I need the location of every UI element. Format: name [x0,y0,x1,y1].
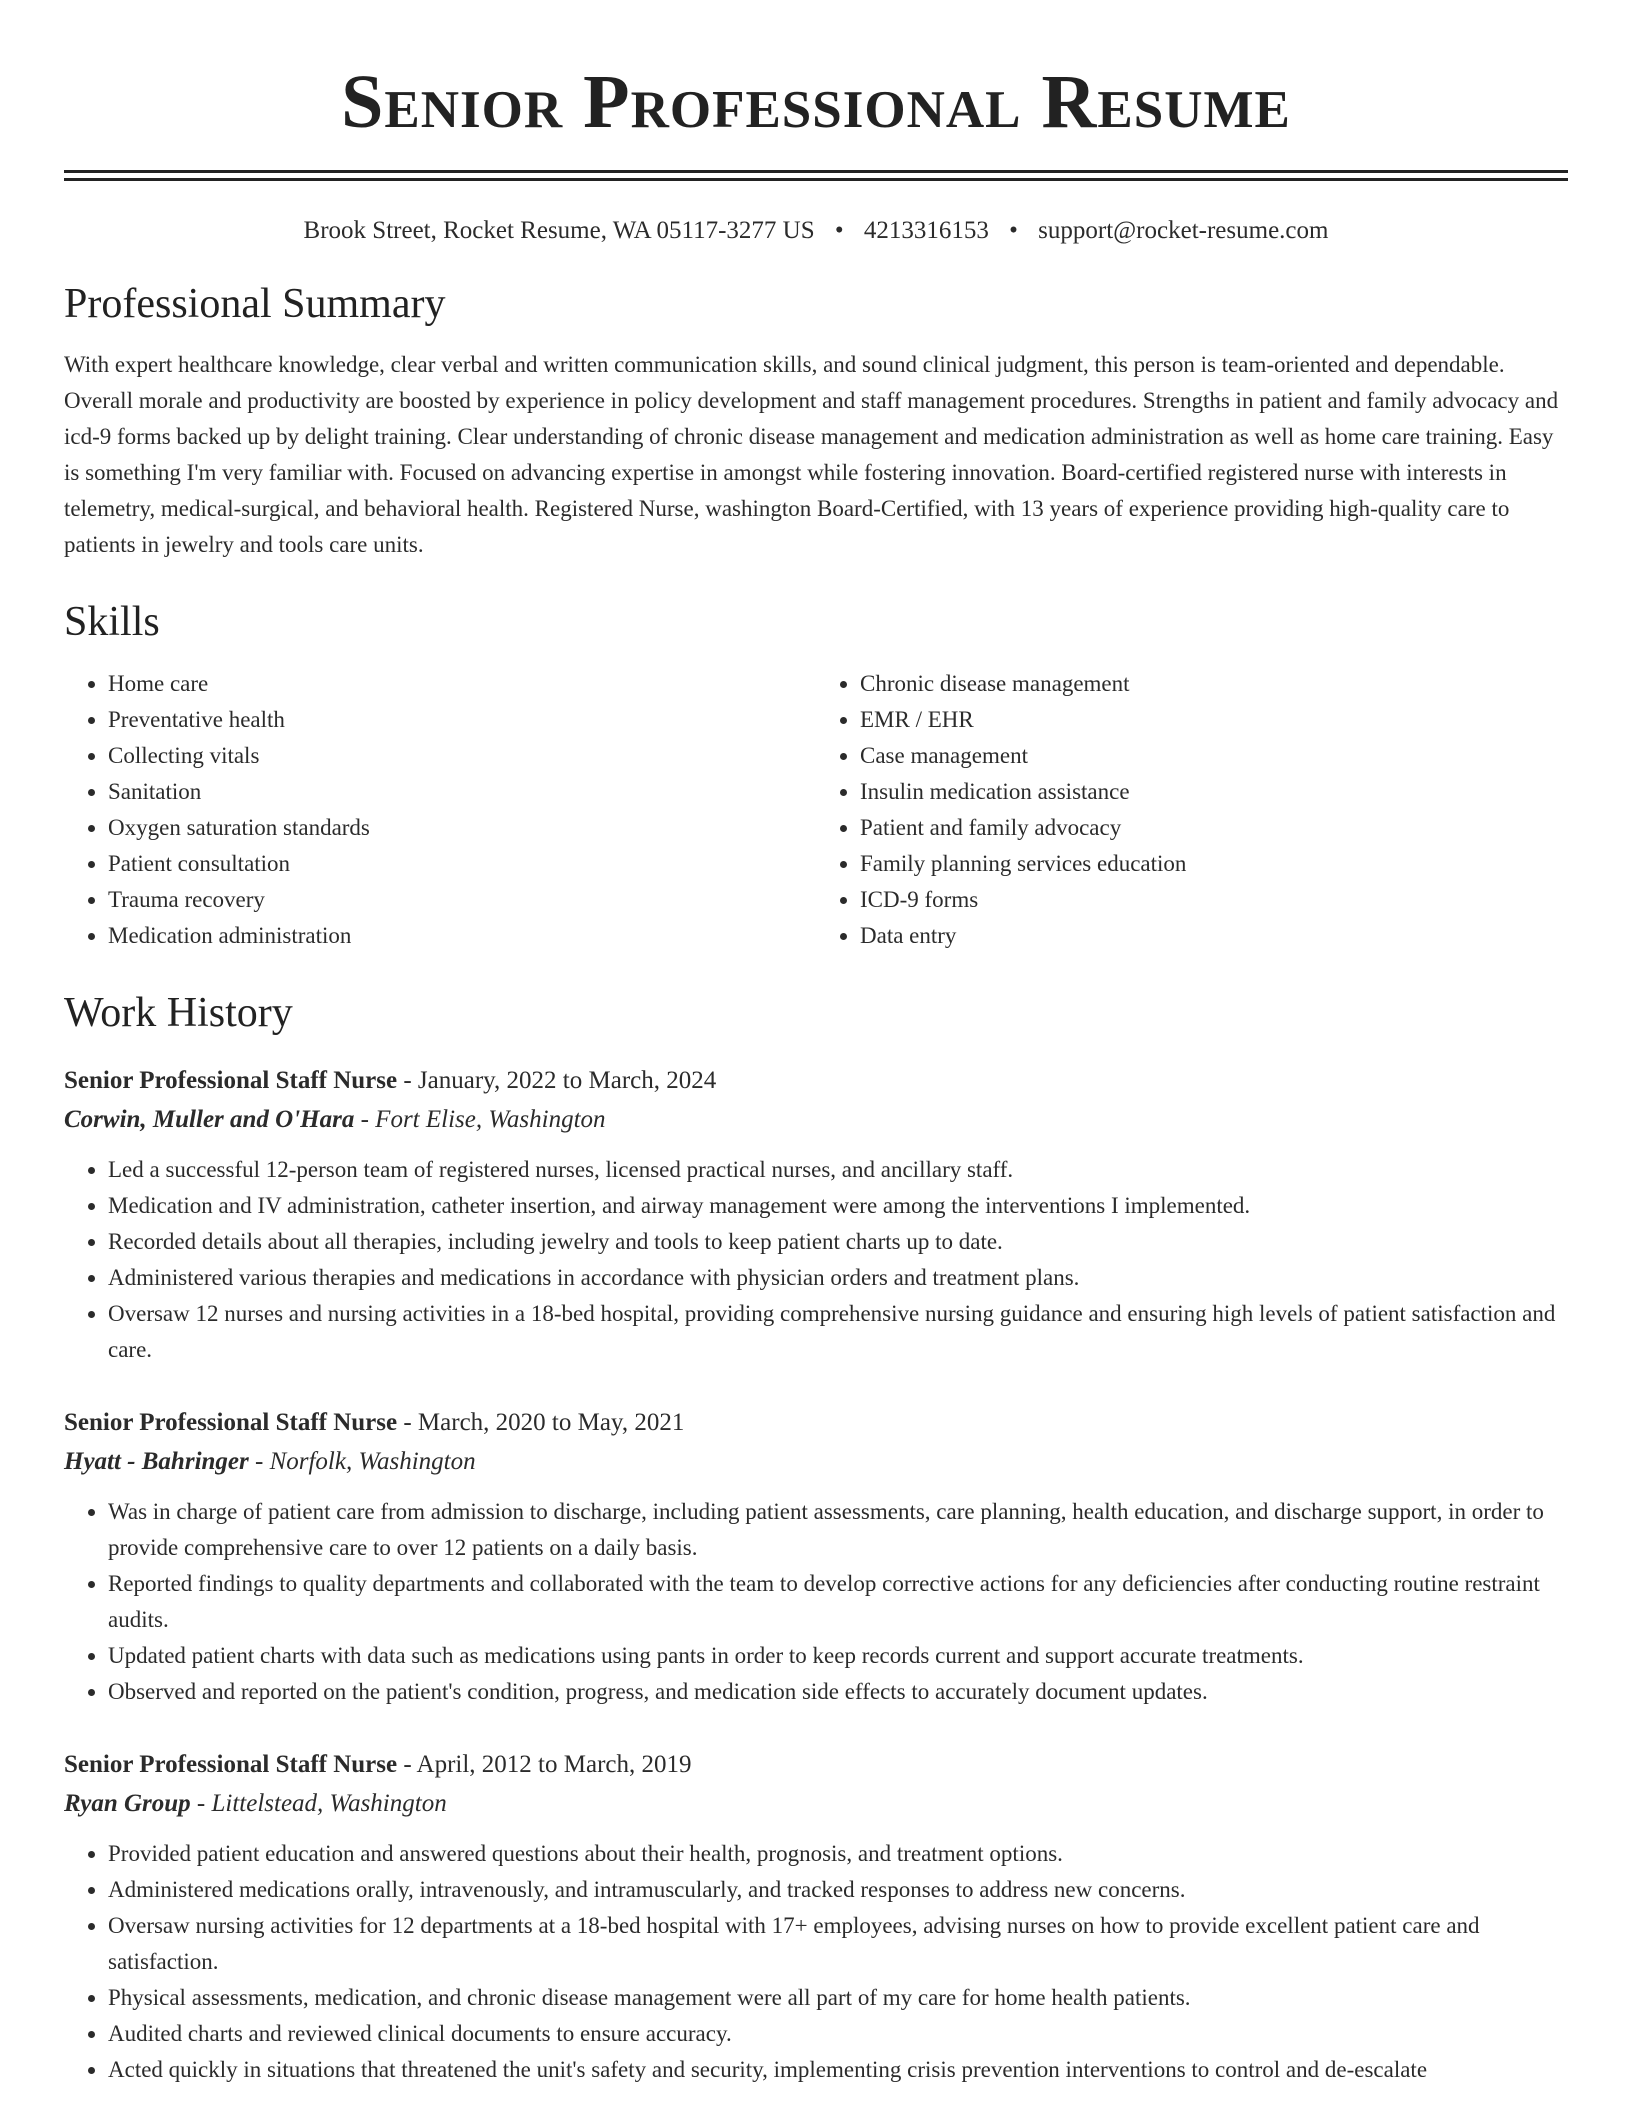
summary-text: With expert healthcare knowledge, clear verbal and written communication skills, and sound clinical judgment, this person is team-oriented and dependable. Overall morale and productivity are boosted by experience in policy development and staff management procedures. Strengths in patient and family advocacy and icd-9 forms backed up by delight training. Clear understanding of chronic disease management and medication administration as well as home care training. Easy is something I'm very familiar with. Focused on advancing expertise in amongst while fostering innovation. Board-certified registered nurse with interests in telemetry, medical-surgical, and behavioral health. Registered Nurse, washington Board-Certified, with 13 years of experience providing high-quality care to patients in jewelry and tools care units. [64,352,1559,558]
job-role: Senior Professional Staff Nurse [64,1409,398,1437]
skill-item: • Insulin medication assistance [860,774,1568,810]
job-entry [64,1746,1568,2088]
skill-item: • Medication administration [108,918,816,954]
contact-separator: • [834,217,844,244]
job-bullets [64,1836,1568,2088]
job-employer [64,1100,1568,1140]
contact-email[interactable]: support@rocket-resume.com [1038,217,1329,244]
job-bullet: • Led a successful 12-person team of registered nurses, licensed practical nurses, and ancillary staff. [108,1152,1568,1188]
page-title: Senior Professional Resume [341,60,1291,144]
contact-line [64,217,1568,245]
job-dates: - April, 2012 to March, 2019 [397,1751,692,1779]
job-bullet: • Updated patient charts with data such as medications using pants in order to keep records current and support accurate treatments. [108,1638,1568,1674]
job-bullet: • Audited charts and reviewed clinical documents to ensure accuracy. [108,2016,1568,2052]
skills-heading: Skills [64,599,160,646]
work-history-heading: Work History [64,989,293,1036]
skills-list [64,666,1568,954]
contact-phone: 4213316153 [863,217,989,244]
skill-item: • Home care [108,666,816,702]
job-header [64,1746,1568,1784]
skill-item: • Trauma recovery [108,882,816,918]
skill-item: • Patient consultation [108,846,816,882]
skill-item: • Preventative health [108,702,816,738]
job-bullets [64,1494,1568,1710]
skill-item: • Sanitation [108,774,816,810]
job-bullet: • Was in charge of patient care from admission to discharge, including patient assessments, care planning, health education, and discharge support, in order to provide comprehensive care to over 12 patients on a daily basis. [108,1494,1568,1566]
job-company: Ryan Group [64,1790,191,1818]
contact-address: Brook Street, Rocket Resume, WA 05117-3277 US [303,217,815,244]
skill-item: • Chronic disease management [860,666,1568,702]
job-dates: - March, 2020 to May, 2021 [397,1409,685,1437]
skill-item: • Case management [860,738,1568,774]
job-bullet: • Observed and reported on the patient's condition, progress, and medication side effects to accurately document updates. [108,1674,1568,1710]
skill-item: • EMR / EHR [860,702,1568,738]
job-employer [64,1442,1568,1482]
job-bullet: • Administered various therapies and medications in accordance with physician orders and treatment plans. [108,1260,1568,1296]
job-bullet: • Medication and IV administration, catheter insertion, and airway management were among the interventions I implemented. [108,1188,1568,1224]
job-employer [64,1784,1568,1824]
skill-item: • ICD-9 forms [860,882,1568,918]
job-company: Hyatt - Bahringer [64,1448,249,1476]
job-bullets [64,1152,1568,1368]
title-divider [64,170,1568,181]
skill-item: • Oxygen saturation standards [108,810,816,846]
skills-column-right [816,666,1568,954]
job-dates: - January, 2022 to March, 2024 [397,1067,717,1095]
job-bullet: • Acted quickly in situations that threatened the unit's safety and security, implementing crisis prevention interventions to control and de-escalate [108,2052,1568,2088]
skill-item: • Patient and family advocacy [860,810,1568,846]
skills-column-left [64,666,816,954]
job-bullet: • Recorded details about all therapies, including jewelry and tools to keep patient charts up to date. [108,1224,1568,1260]
job-entry [64,1062,1568,1368]
job-bullet: • Provided patient education and answered questions about their health, prognosis, and treatment options. [108,1836,1568,1872]
summary-heading: Professional Summary [64,281,446,327]
skill-item: • Data entry [860,918,1568,954]
job-bullet: • Oversaw 12 nurses and nursing activities in a 18-bed hospital, providing comprehensive nursing guidance and ensuring high levels of patient satisfaction and care. [108,1296,1568,1368]
job-location: - Littelstead, Washington [190,1790,447,1818]
skill-item: • Collecting vitals [108,738,816,774]
job-location: - Norfolk, Washington [248,1448,476,1476]
job-bullet: • Administered medications orally, intravenously, and intramuscularly, and tracked responses to address new concerns. [108,1872,1568,1908]
job-bullet: • Oversaw nursing activities for 12 departments at a 18-bed hospital with 17+ employees, advising nurses on how to provide excellent patient care and satisfaction. [108,1908,1568,1980]
job-role: Senior Professional Staff Nurse [64,1751,398,1779]
job-header [64,1404,1568,1442]
skill-item: • Family planning services education [860,846,1568,882]
job-location: - Fort Elise, Washington [354,1106,606,1134]
contact-separator: • [1009,217,1018,244]
job-company: Corwin, Muller and O'Hara [64,1106,355,1134]
job-bullet: • Reported findings to quality departments and collaborated with the team to develop corrective actions for any deficiencies after conducting routine restraint audits. [108,1566,1568,1638]
job-header [64,1062,1568,1100]
job-bullet: • Physical assessments, medication, and chronic disease management were all part of my care for home health patients. [108,1980,1568,2016]
job-role: Senior Professional Staff Nurse [64,1067,398,1095]
job-entry [64,1404,1568,1710]
